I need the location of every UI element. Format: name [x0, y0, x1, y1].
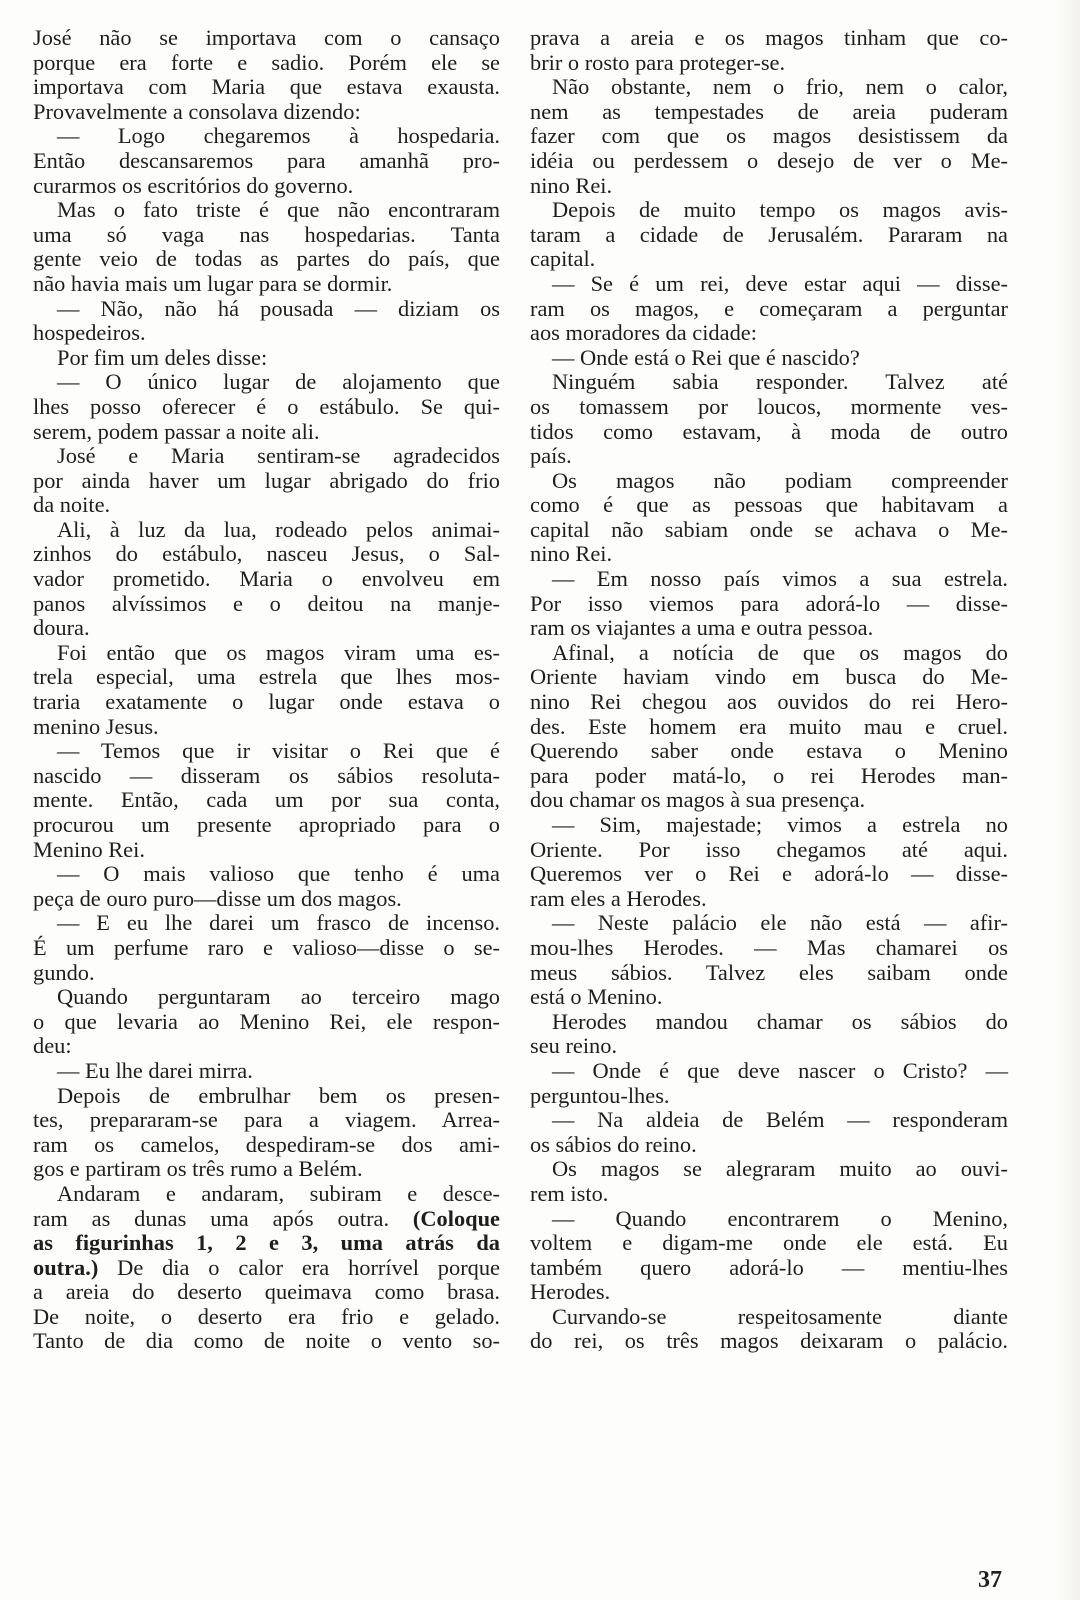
text-line: trela especial, uma estrela que lhes mos- — [33, 664, 500, 690]
text-line: — Quando encontrarem o Menino, — [552, 1205, 1008, 1231]
text-line: curarmos os escritórios do governo. — [33, 172, 354, 198]
text-line: Foi então que os magos viram uma es- — [57, 639, 500, 665]
text-line: rem isto. — [530, 1180, 609, 1206]
text-line: Depois de muito tempo os magos avis- — [552, 197, 1008, 223]
text-line: uma só vaga nas hospedarias. Tanta — [33, 221, 500, 247]
text-line: Não obstante, nem o frio, nem o calor, — [552, 74, 1008, 100]
left-text-column — [33, 26, 500, 1354]
text-line — [33, 1256, 500, 1281]
instruction-text: as figurinhas 1, 2 e 3, uma atrás da — [33, 1230, 500, 1256]
text-line: do rei, os três magos deixaram o palácio. — [530, 1328, 1008, 1354]
text-line: — Em nosso país vimos a sua estrela. — [552, 566, 1008, 592]
text-line: serem, podem passar a noite ali. — [33, 418, 320, 444]
text-line: os sábios do reino. — [530, 1131, 697, 1157]
text-line: a areia do deserto queimava como brasa. — [33, 1279, 500, 1305]
text-line: país. — [530, 443, 572, 469]
text-fragment: ram as dunas uma após outra. — [33, 1205, 390, 1231]
text-line: Ninguém sabia responder. Talvez até — [552, 369, 1008, 395]
right-text-column — [530, 26, 1008, 1354]
text-line: Oriente. Por isso chegamos até aqui. — [530, 836, 1008, 862]
text-line: Mas o fato triste é que não encontraram — [57, 197, 500, 223]
text-line: prava a areia e os magos tinham que co- — [530, 25, 1008, 50]
text-line: des. Este homem era muito mau e cruel. — [530, 713, 1008, 739]
text-line: taram a cidade de Jerusalém. Pararam na — [530, 221, 1008, 247]
text-line: Ali, à luz da lua, rodeado pelos animai- — [57, 516, 500, 542]
text-line: doura. — [33, 615, 90, 641]
text-line: Andaram e andaram, subiram e desce- — [57, 1180, 500, 1206]
text-line: Quando perguntaram ao terceiro mago — [57, 984, 500, 1010]
text-line: mou-lhes Herodes. — Mas chamarei os — [530, 934, 1008, 960]
text-line: peça de ouro puro—disse um dos magos. — [33, 885, 402, 911]
instruction-text: outra. — [33, 1254, 91, 1280]
text-line: Depois de embrulhar bem os presen- — [57, 1082, 500, 1108]
text-line: Por fim um deles disse: — [57, 344, 268, 370]
page-number: 37 — [978, 1567, 1002, 1593]
text-line: — Sim, majestade; vimos a estrela no — [552, 812, 1008, 837]
text-line: lhes posso oferecer é o estábulo. Se qui- — [33, 393, 500, 419]
text-line: também quero adorá-lo — mentiu-lhes — [530, 1254, 1008, 1280]
text-line: — Logo chegaremos à hospedaria. — [57, 123, 500, 149]
text-line: — O mais valioso que tenho é uma — [57, 861, 500, 887]
text-line: nascido — disseram os sábios resoluta- — [33, 762, 500, 788]
text-line: — Temos que ir visitar o Rei que é — [57, 738, 500, 764]
text-line: gundo. — [33, 959, 95, 985]
text-line: mente. Então, cada um por sua conta, — [33, 787, 500, 813]
text-line: nem as tempestades de areia puderam — [530, 98, 1008, 124]
text-line: nino Rei. — [530, 541, 613, 567]
text-line: panos alvíssimos e o deitou na manje- — [33, 590, 500, 616]
text-line: — O único lugar de alojamento que — [57, 369, 500, 395]
text-line: — Onde é que deve nascer o Cristo? — — [552, 1057, 1008, 1083]
text-line: Tanto de dia como de noite o vento so- — [33, 1328, 500, 1354]
text-line: Menino Rei. — [33, 836, 145, 862]
text-line: De noite, o deserto era frio e gelado. — [33, 1303, 500, 1329]
text-line: Afinal, a notícia de que os magos do — [552, 639, 1008, 665]
text-line: procurou um presente apropriado para o — [33, 812, 500, 837]
text-line: gos e partiram os três rumo a Belém. — [33, 1156, 363, 1182]
text-line: gente veio de todas as partes do país, que — [33, 246, 500, 272]
instruction-text: ) — [90, 1254, 99, 1280]
text-line: José e Maria sentiram-se agradecidos — [57, 443, 500, 469]
text-line: porque era forte e sadio. Porém ele se — [33, 49, 500, 75]
text-line: Por isso viemos para adorá-lo — disse- — [530, 590, 1008, 616]
text-line: ram os camelos, despediram-se dos ami- — [33, 1131, 500, 1157]
text-line: da noite. — [33, 492, 111, 518]
text-line: para poder matá-lo, o rei Herodes man- — [530, 762, 1008, 788]
text-line: ram os magos, e começaram a perguntar — [530, 295, 1008, 321]
text-line: nino Rei chegou aos ouvidos do rei Hero- — [530, 689, 1008, 715]
text-line: voltem e digam-me onde ele está. Eu — [530, 1230, 1008, 1256]
text-line: como é que as pessoas que habitavam a — [530, 492, 1008, 518]
text-line: Curvando-se respeitosamente diante — [552, 1303, 1008, 1329]
text-line: Herodes mandou chamar os sábios do — [552, 1008, 1008, 1034]
text-line: ram os viajantes a uma e outra pessoa. — [530, 615, 874, 641]
text-line: Oriente haviam vindo em busca do Me- — [530, 664, 1008, 690]
text-line: tidos como estavam, à moda de outro — [530, 418, 1008, 444]
text-line: por ainda haver um lugar abrigado do frio — [33, 467, 500, 493]
text-line: hospedeiros. — [33, 320, 146, 346]
text-line: Então descansaremos para amanhã pro- — [33, 147, 500, 173]
text-line: — Onde está o Rei que é nascido? — [552, 344, 860, 370]
text-line: vador prometido. Maria o envolveu em — [33, 566, 500, 592]
text-line: — Eu lhe darei mirra. — [57, 1057, 253, 1083]
text-line: — Não, não há pousada — diziam os — [57, 295, 500, 321]
text-line: deu: — [33, 1033, 72, 1059]
text-line: É um perfume raro e valioso—disse o se- — [33, 934, 500, 960]
text-line — [33, 1207, 500, 1232]
text-line: fazer com que os magos desistissem da — [530, 123, 1008, 149]
text-line: seu reino. — [530, 1033, 618, 1059]
text-line: dou chamar os magos à sua presença. — [530, 787, 866, 813]
text-line: não havia mais um lugar para se dormir. — [33, 270, 393, 296]
text-line: ram eles a Herodes. — [530, 885, 707, 911]
text-line: menino Jesus. — [33, 713, 159, 739]
text-line: Querendo saber onde estava o Menino — [530, 738, 1008, 764]
text-line: os tomassem por loucos, mormente ves- — [530, 393, 1008, 419]
text-line: tes, prepararam-se para a viagem. Arrea- — [33, 1107, 500, 1133]
text-line: Os magos se alegraram muito ao ouvi- — [552, 1156, 1008, 1182]
text-line: aos moradores da cidade: — [530, 320, 757, 346]
text-line: está o Menino. — [530, 984, 663, 1010]
text-line: capital. — [530, 246, 596, 272]
text-line: idéia ou perdessem o desejo de ver o Me- — [530, 147, 1008, 173]
text-line: — Na aldeia de Belém — responderam — [552, 1107, 1008, 1133]
instruction-text: (Coloque — [412, 1205, 500, 1231]
text-line: Herodes. — [530, 1279, 611, 1305]
text-line: Provavelmente a consolava dizendo: — [33, 98, 361, 124]
text-line: — Neste palácio ele não está — afir- — [552, 910, 1008, 936]
text-line: traria exatamente o lugar onde estava o — [33, 689, 500, 715]
text-line: zinhos do estábulo, nasceu Jesus, o Sal- — [33, 541, 500, 567]
text-line: meus sábios. Talvez eles saibam onde — [530, 959, 1008, 985]
text-line: Queremos ver o Rei e adorá-lo — disse- — [530, 861, 1008, 887]
text-line: capital não sabiam onde se achava o Me- — [530, 516, 1008, 542]
text-line: — E eu lhe darei um frasco de incenso. — [57, 910, 500, 936]
text-line: brir o rosto para proteger-se. — [530, 49, 786, 75]
text-fragment: De dia o calor era horrível porque — [117, 1254, 500, 1280]
text-line: importava com Maria que estava exausta. — [33, 74, 500, 100]
text-line: perguntou-lhes. — [530, 1082, 670, 1108]
text-line: Os magos não podiam compreender — [552, 467, 1008, 493]
text-line: — Se é um rei, deve estar aqui — disse- — [552, 270, 1008, 296]
text-line: nino Rei. — [530, 172, 613, 198]
text-line: José não se importava com o cansaço — [33, 25, 500, 50]
text-line: o que levaria ao Menino Rei, ele respon- — [33, 1008, 500, 1034]
page-edge-shadow — [1058, 0, 1080, 1600]
